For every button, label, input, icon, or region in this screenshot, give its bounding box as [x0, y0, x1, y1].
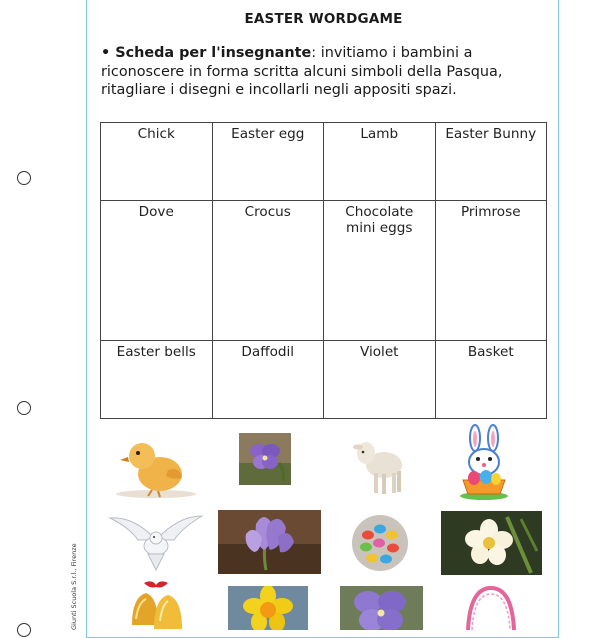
basket-photo — [458, 584, 524, 630]
instructions-text: : invitiamo i bambini a riconoscere in forma scritta alcuni simboli della Pasqua, ritagliare i disegni e incollarli negli appositi spazi. — [101, 45, 503, 98]
binder-hole-middle — [17, 401, 31, 415]
teacher-instructions — [101, 44, 546, 100]
binder-hole-bottom — [17, 623, 31, 637]
primrose-photo — [441, 511, 542, 575]
daffodil-photo — [228, 586, 308, 630]
easter-bells-photo — [118, 579, 194, 630]
lamb-photo — [350, 431, 408, 497]
grid-cell: Primrose — [435, 200, 547, 340]
crocus-photo — [218, 510, 321, 574]
violet-photo-2 — [340, 586, 423, 630]
word-grid — [100, 122, 547, 419]
grid-cell: Easter egg — [212, 123, 324, 201]
publisher-credit: Giunti Scuola S.r.l., Firenze — [70, 543, 78, 630]
easter-bunny-drawing — [457, 424, 511, 502]
page-title: EASTER WORDGAME — [244, 11, 403, 27]
grid-cell: Lamb — [324, 123, 436, 201]
grid-cell: Easter Bunny — [435, 123, 547, 201]
violet-photo — [239, 433, 291, 485]
grid-cell: Dove — [101, 200, 213, 340]
grid-cell: Crocus — [212, 200, 324, 340]
grid-cell: Chocolate mini eggs — [324, 200, 436, 340]
grid-cell: Chick — [101, 123, 213, 201]
dove-photo — [108, 510, 204, 572]
mini-eggs-photo — [350, 513, 410, 573]
chick-photo — [108, 432, 204, 498]
grid-cell: Violet — [324, 341, 436, 419]
binder-hole-top — [17, 171, 31, 185]
grid-cell: Easter bells — [101, 341, 213, 419]
grid-cell: Basket — [435, 341, 547, 419]
grid-cell: Daffodil — [212, 341, 324, 419]
instructions-label: • Scheda per l'insegnante — [101, 45, 312, 61]
